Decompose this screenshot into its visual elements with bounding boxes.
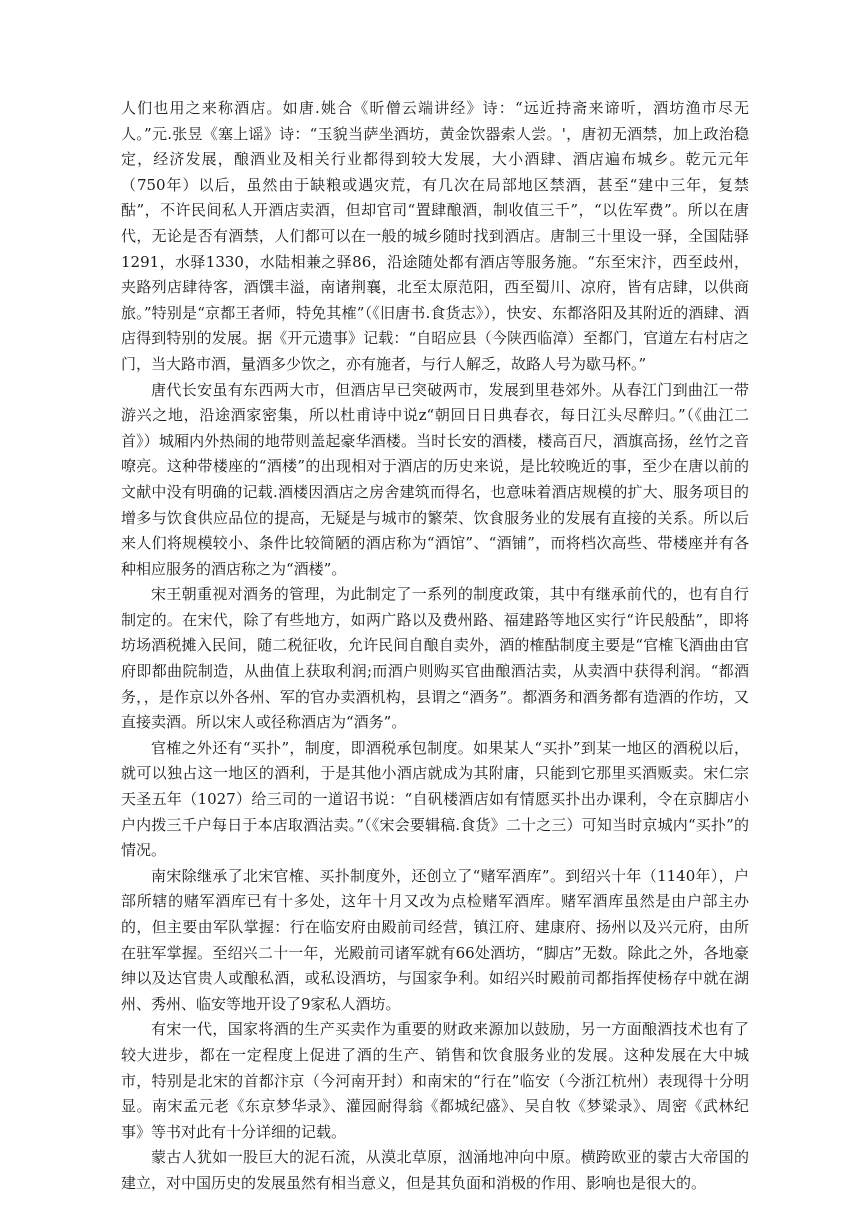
paragraph-5: 南宋除继承了北宋官榷、买扑制度外，还创立了“赌军酒库”。到绍兴十年（1140年），户部所辖的赌军酒库已有十多处，这年十月又改为点检赌军酒库。赌军酒库虽然是由户部主办的，但主要由军队掌握：行在临安府由殿前司经营，镇江府、建康府、扬州以及兴元府，由所在驻军掌握。至绍兴二十一年，光殿前司诸军就有66处酒坊，“脚店”无数。除此之外，各地豪绅以及达官贵人或酿私酒，或私设酒坊，与国家争利。如绍兴时殿前司都指挥使杨存中就在湖州、秀州、临安等地开设了9家私人酒坊。	[121, 866, 749, 1013]
paragraph-4: 官榷之外还有“买扑”，制度，即酒税承包制度。如果某人“买扑”到某一地区的酒税以后，就可以独占这一地区的酒利，于是其他小酒店就成为其附庸，只能到它那里买酒贩卖。宋仁宗天圣五年（1027）给三司的一道诏书说：“自矾楼酒店如有情愿买扑出办课利，令在京脚店小户内拨三千户每日于本店取酒沽卖。”（《宋会要辑稿.食货》二十之三）可知当时京城内“买扑”的情况。	[121, 738, 749, 860]
document-page	[121, 96, 749, 1197]
paragraph-6: 有宋一代，国家将酒的生产买卖作为重要的财政来源加以鼓励，另一方面酿酒技术也有了较大进步，都在一定程度上促进了酒的生产、销售和饮食服务业的发展。这种发展在大中城市，特别是北宋的首都汴京（今河南开封）和南宋的“行在”临安（今浙江杭州）表现得十分明显。南宋孟元老《东京梦华录》、灌园耐得翁《都城纪盛》、吴自牧《梦粱录》、周密《武林纪事》等书对此有十分详细的记载。	[121, 1020, 749, 1141]
paragraph-3: 宋王朝重视对酒务的管理，为此制定了一系列的制度政策，其中有继承前代的，也有自行制定的。在宋代，除了有些地方，如两广路以及费州路、福建路等地区实行“许民般酤”，即将坊场酒税摊入民间，随二税征收，允许民间自酿自卖外，酒的榷酤制度主要是“官榷飞酒曲由官府即都曲院制造，从曲值上获取利润;而酒户则购买官曲酿酒沽卖，从卖酒中获得利润。“都酒务，，是作京以外各州、军的官办卖酒机构，县谓之“酒务”。都酒务和酒务都有造酒的作坊，又直接卖酒。所以宋人或径称酒店为“酒务”。	[121, 585, 749, 732]
paragraph-7: 蒙古人犹如一股巨大的泥石流，从漠北草原，汹涌地冲向中原。横跨欧亚的蒙古大帝国的建立，对中国历史的发展虽然有相当意义，但是其负面和消极的作用、影响也是很大的。	[121, 1148, 749, 1192]
paragraph-1: 人们也用之来称酒店。如唐.姚合《昕僧云端讲经》诗：“远近持斋来谛听，酒坊渔市尽无人。”元.张昱《塞上谣》诗：“玉貌当萨坐酒坊，黄金饮器索人尝。'，唐初无酒禁，加上政治稳定，经济发展，酿酒业及相关行业都得到较大发展，大小酒肆、酒店遍布城乡。乾元元年（750年）以后，虽然由于缺粮或遇灾荒，有几次在局部地区禁酒，甚至“建中三年，复禁酤”，不许民间私人开酒店卖酒，但却官司“置肆酿酒，制收值三千”，“以佐军费”。所以在唐代，无论是否有酒禁，人们都可以在一般的城乡随时找到酒店。唐制三十里设一驿，全国陆驿1291，水驿1330，水陆相兼之驿86，沿途随处都有酒店等服务施。“东至宋汴，西至歧州，夹路列店肆待客，酒馔丰溢，南诸荆襄，北至太原范阳，西至蜀川、凉府，皆有店肆，以供商旅。”特别是“京都王者师，特免其榷”（《旧唐书.食货志》），快安、东都洛阳及其附近的酒肆、酒店得到特别的发展。据《开元遗事》记载：“自昭应县（今陕西临漳）至都门，官道左右村店之门，当大路市酒，量酒多少饮之，亦有施者，与行人解乏，故路人号为歇马杯。”	[121, 99, 749, 373]
paragraph-2: 唐代长安虽有东西两大市，但酒店早已突破两市，发展到里巷郊外。从春江门到曲江一带游兴之地，沿途酒家密集，所以杜甫诗中说z“朝回日日典春衣，每日江头尽醉归。”（《曲江二首》）城厢内外热闹的地带则盖起豪华酒楼。当时长安的酒楼，楼高百尺，酒旗高扬，丝竹之音嘹亮。这种带楼座的“酒楼”的出现相对于酒店的历史来说，是比较晚近的事，至少在唐以前的文献中没有明确的记载.酒楼因酒店之房舍建筑而得名，也意味着酒店规模的扩大、服务项目的增多与饮食供应品位的提高，无疑是与城市的繁荣、饮食服务业的发展有直接的关系。所以后来人们将规模较小、条件比较简陋的酒店称为“酒馆”、“酒铺”，而将档次高些、带楼座并有各种相应服务的酒店称之为“酒楼”。	[121, 380, 749, 578]
